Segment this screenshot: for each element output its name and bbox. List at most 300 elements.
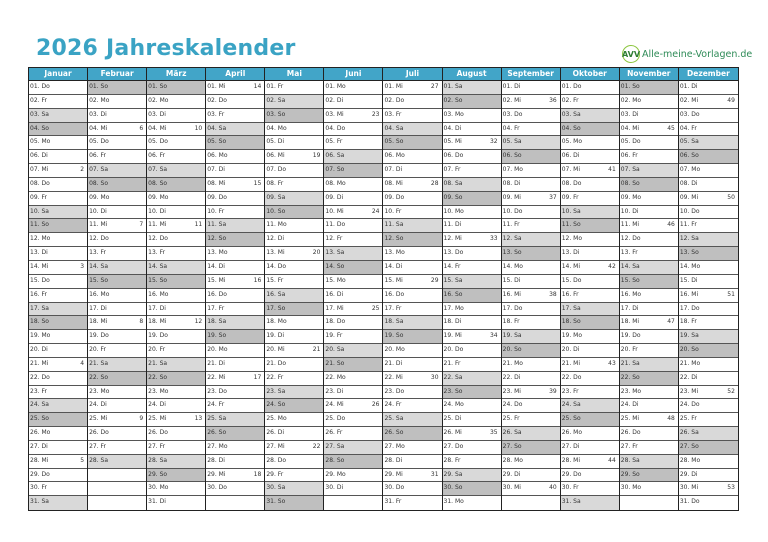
day-label: 31. So — [266, 498, 286, 506]
day-cell — [679, 123, 738, 137]
day-label: 30. Do — [384, 484, 405, 492]
day-label: 11. Fr — [679, 221, 697, 229]
day-cell — [502, 330, 560, 344]
day-label: 26. Do — [148, 429, 168, 437]
day-label: 10. Sa — [30, 207, 49, 215]
day-cell — [502, 81, 560, 95]
day-cell — [383, 289, 441, 303]
day-label: 22. Do — [30, 373, 50, 381]
day-label: 27. Fr — [620, 442, 638, 450]
day-cell — [443, 427, 501, 441]
day-cell — [679, 136, 738, 150]
day-label: 13. Mo — [207, 249, 228, 257]
day-label: 15. Mo — [325, 276, 346, 284]
day-label: 04. So — [561, 124, 581, 132]
day-label: 23. Di — [325, 387, 344, 395]
day-label: 31. Sa — [561, 498, 581, 506]
day-label: 16. Mo — [620, 290, 642, 298]
day-label: 06. Mo — [207, 152, 228, 160]
day-cell — [502, 109, 560, 123]
day-cell — [265, 275, 323, 289]
day-label: 21. Di — [207, 359, 225, 367]
day-cell — [265, 441, 323, 455]
day-label: 30. Mi — [679, 484, 699, 492]
day-label: 25. Do — [325, 415, 346, 423]
day-label: 05. So — [384, 138, 404, 146]
day-cell — [620, 150, 678, 164]
day-cell — [265, 427, 323, 441]
day-label: 19. Do — [148, 332, 168, 340]
day-cell — [443, 496, 501, 510]
day-cell — [620, 316, 678, 330]
day-label: 02. So — [443, 96, 463, 104]
day-cell — [324, 81, 382, 95]
day-label: 02. Mo — [89, 96, 110, 104]
day-label: 06. Mi — [266, 152, 285, 160]
day-cell — [88, 344, 146, 358]
day-label: 24. Do — [679, 401, 700, 409]
day-cell — [561, 136, 619, 150]
week-number: 4 — [80, 359, 85, 367]
day-label: 08. Do — [561, 179, 582, 187]
day-cell — [88, 358, 146, 372]
day-cell — [206, 482, 264, 496]
day-label: 24. Do — [502, 401, 523, 409]
day-cell — [206, 178, 264, 192]
day-cell — [561, 316, 619, 330]
day-label: 03. Di — [89, 110, 107, 118]
day-cell — [88, 109, 146, 123]
week-number: 3 — [80, 262, 85, 270]
week-number: 39 — [549, 387, 557, 395]
day-label: 28. Sa — [89, 456, 109, 464]
day-label: 12. Sa — [679, 235, 699, 243]
day-cell — [265, 399, 323, 413]
day-label: 22. So — [89, 373, 109, 381]
day-cell — [383, 109, 441, 123]
day-cell — [147, 233, 205, 247]
day-label: 29. Mi — [207, 470, 226, 478]
day-cell — [206, 136, 264, 150]
day-cell — [88, 413, 146, 427]
week-number: 38 — [549, 290, 557, 298]
day-label: 01. Di — [502, 83, 521, 90]
day-label: 26. Do — [620, 429, 641, 437]
empty-day-cell — [324, 496, 382, 510]
day-label: 08. Mi — [207, 179, 226, 187]
day-cell — [147, 441, 205, 455]
day-label: 05. Sa — [679, 138, 699, 146]
day-cell — [324, 372, 382, 386]
day-label: 24. Fr — [207, 401, 225, 409]
day-label: 03. So — [266, 110, 286, 118]
day-cell — [443, 206, 501, 220]
day-label: 23. Sa — [266, 387, 286, 395]
day-cell — [561, 178, 619, 192]
day-label: 16. Do — [207, 290, 227, 298]
day-cell — [147, 261, 205, 275]
day-cell — [324, 178, 382, 192]
day-cell — [502, 469, 560, 483]
day-cell — [324, 95, 382, 109]
day-label: 15. Sa — [443, 276, 463, 284]
day-label: 14. Di — [207, 262, 225, 270]
day-cell — [324, 233, 382, 247]
day-cell — [324, 150, 382, 164]
day-label: 17. Di — [89, 304, 107, 312]
day-label: 08. Do — [30, 179, 50, 187]
day-cell — [88, 206, 146, 220]
day-cell — [88, 150, 146, 164]
day-label: 15. Fr — [266, 276, 284, 284]
week-number: 7 — [139, 221, 144, 229]
day-label: 18. Fr — [502, 318, 520, 326]
day-cell — [265, 233, 323, 247]
week-number: 45 — [667, 124, 675, 132]
day-label: 01. Do — [561, 83, 582, 90]
day-cell — [88, 372, 146, 386]
day-label: 22. Do — [561, 373, 582, 381]
day-label: 29. Do — [30, 470, 50, 478]
day-cell — [206, 358, 264, 372]
day-label: 21. Mo — [502, 359, 523, 367]
day-cell — [443, 81, 501, 95]
day-label: 07. Di — [384, 166, 403, 174]
day-label: 05. Do — [148, 138, 168, 146]
day-label: 29. So — [148, 470, 168, 478]
day-label: 25. Fr — [679, 415, 697, 423]
day-cell — [29, 81, 87, 95]
week-number: 19 — [312, 152, 321, 160]
day-label: 17. Fr — [384, 304, 402, 312]
day-cell — [561, 344, 619, 358]
day-cell — [265, 150, 323, 164]
day-cell — [324, 261, 382, 275]
day-label: 02. Fr — [561, 96, 579, 104]
day-cell — [502, 441, 560, 455]
day-cell — [88, 95, 146, 109]
day-cell — [620, 206, 678, 220]
day-label: 01. Di — [679, 83, 698, 90]
empty-day-cell — [502, 496, 560, 510]
day-label: 28. Di — [384, 456, 403, 464]
day-cell — [88, 123, 146, 137]
day-label: 07. Do — [266, 166, 287, 174]
day-cell — [502, 219, 560, 233]
week-number: 13 — [194, 415, 203, 423]
day-cell — [620, 261, 678, 275]
day-label: 03. Mo — [443, 110, 464, 118]
day-cell — [620, 247, 678, 261]
day-cell — [324, 109, 382, 123]
day-cell — [561, 261, 619, 275]
day-cell — [265, 123, 323, 137]
day-cell — [88, 178, 146, 192]
day-cell — [679, 247, 738, 261]
day-cell — [29, 150, 87, 164]
week-number: 49 — [727, 96, 735, 104]
day-label: 12. Do — [89, 235, 109, 243]
day-label: 26. Mo — [30, 429, 51, 437]
day-label: 27. Di — [561, 442, 580, 450]
day-label: 14. Sa — [620, 262, 640, 270]
day-label: 06. Do — [443, 152, 464, 160]
day-cell — [679, 261, 738, 275]
day-label: 28. Mo — [502, 456, 523, 464]
day-label: 26. So — [207, 429, 227, 437]
day-cell — [147, 469, 205, 483]
day-label: 21. Sa — [89, 359, 109, 367]
day-label: 26. Sa — [502, 429, 522, 437]
day-cell — [443, 109, 501, 123]
day-cell — [679, 427, 738, 441]
day-label: 02. Do — [384, 96, 405, 104]
day-cell — [324, 413, 382, 427]
day-label: 10. Sa — [561, 207, 581, 215]
day-label: 13. So — [679, 249, 699, 257]
day-label: 20. Do — [443, 346, 464, 354]
day-cell — [265, 413, 323, 427]
day-label: 19. Sa — [502, 332, 522, 340]
day-label: 06. Mo — [384, 152, 405, 160]
day-cell — [443, 372, 501, 386]
day-cell — [206, 344, 264, 358]
day-label: 29. Mi — [384, 470, 403, 478]
day-label: 03. Sa — [30, 110, 49, 118]
day-cell — [88, 455, 146, 469]
day-cell — [265, 289, 323, 303]
day-cell — [147, 455, 205, 469]
day-cell — [88, 261, 146, 275]
day-cell — [147, 150, 205, 164]
day-cell — [561, 81, 619, 95]
day-label: 13. Fr — [89, 249, 107, 257]
day-cell — [679, 150, 738, 164]
day-cell — [147, 109, 205, 123]
empty-day-cell — [88, 469, 146, 483]
month-header: Juni — [324, 68, 382, 81]
day-label: 22. Di — [679, 373, 698, 381]
day-cell — [324, 192, 382, 206]
day-cell — [620, 219, 678, 233]
day-label: 18. Sa — [384, 318, 404, 326]
day-cell — [383, 496, 441, 510]
day-cell — [206, 150, 264, 164]
day-label: 11. Do — [325, 221, 346, 229]
day-cell — [265, 358, 323, 372]
week-number: 20 — [312, 249, 321, 257]
day-label: 11. Fr — [502, 221, 520, 229]
day-cell — [206, 289, 264, 303]
day-label: 04. So — [30, 124, 49, 132]
day-cell — [561, 330, 619, 344]
day-cell — [620, 372, 678, 386]
day-cell — [502, 261, 560, 275]
day-label: 07. Mo — [502, 166, 523, 174]
day-cell — [206, 219, 264, 233]
day-label: 31. Mo — [443, 498, 464, 506]
day-label: 09. So — [443, 193, 463, 201]
day-label: 16. Mo — [148, 290, 169, 298]
day-cell — [265, 206, 323, 220]
week-number: 27 — [430, 83, 439, 90]
day-label: 09. Mo — [89, 193, 110, 201]
day-label: 29. Di — [502, 470, 521, 478]
day-label: 25. Mi — [620, 415, 640, 423]
day-cell — [265, 496, 323, 510]
day-cell — [206, 386, 264, 400]
day-label: 28. Mo — [679, 456, 701, 464]
day-label: 01. So — [89, 83, 109, 90]
day-label: 15. Di — [679, 276, 698, 284]
day-label: 13. Mo — [384, 249, 405, 257]
month-header: November — [620, 68, 678, 81]
day-label: 16. Sa — [266, 290, 286, 298]
day-cell — [679, 358, 738, 372]
day-label: 27. So — [679, 442, 699, 450]
day-label: 23. Do — [207, 387, 227, 395]
week-number: 9 — [139, 415, 144, 423]
day-cell — [29, 192, 87, 206]
day-cell — [265, 81, 323, 95]
day-label: 03. Do — [679, 110, 700, 118]
day-cell — [679, 455, 738, 469]
day-cell — [206, 455, 264, 469]
month-header: Mai — [265, 68, 323, 81]
day-label: 20. Di — [30, 346, 48, 354]
day-cell — [324, 399, 382, 413]
week-number: 25 — [371, 304, 380, 312]
day-label: 29. Fr — [266, 470, 284, 478]
day-label: 09. Di — [325, 193, 344, 201]
day-cell — [206, 233, 264, 247]
day-label: 22. Mo — [325, 373, 346, 381]
day-cell — [29, 219, 87, 233]
day-cell — [383, 469, 441, 483]
day-cell — [502, 427, 560, 441]
day-cell — [265, 109, 323, 123]
day-cell — [265, 344, 323, 358]
day-label: 23. Fr — [561, 387, 579, 395]
day-label: 14. Do — [266, 262, 287, 270]
day-label: 03. Di — [148, 110, 166, 118]
day-label: 20. Mi — [266, 346, 285, 354]
day-label: 29. Di — [679, 470, 698, 478]
day-label: 01. Mi — [207, 83, 226, 90]
day-label: 06. Di — [561, 152, 580, 160]
day-label: 19. Di — [266, 332, 285, 340]
day-cell — [679, 386, 738, 400]
day-label: 21. So — [325, 359, 345, 367]
week-number: 5 — [80, 456, 85, 464]
day-cell — [679, 372, 738, 386]
week-number: 18 — [253, 470, 262, 478]
day-cell — [679, 233, 738, 247]
day-label: 18. Mo — [266, 318, 287, 326]
day-cell — [502, 233, 560, 247]
day-label: 26. Di — [266, 429, 285, 437]
day-cell — [29, 206, 87, 220]
day-cell — [29, 316, 87, 330]
day-cell — [383, 441, 441, 455]
day-label: 25. So — [561, 415, 581, 423]
week-number: 12 — [194, 318, 203, 326]
day-label: 27. So — [502, 442, 522, 450]
day-cell — [265, 303, 323, 317]
day-label: 18. So — [30, 318, 49, 326]
day-cell — [88, 330, 146, 344]
day-cell — [29, 289, 87, 303]
day-cell — [324, 136, 382, 150]
day-cell — [324, 247, 382, 261]
day-label: 11. Mi — [148, 221, 167, 229]
day-cell — [147, 372, 205, 386]
day-cell — [88, 316, 146, 330]
day-label: 18. Mi — [148, 318, 167, 326]
day-label: 15. So — [89, 276, 109, 284]
week-number: 44 — [608, 456, 616, 464]
day-label: 29. So — [620, 470, 640, 478]
day-label: 14. Mi — [561, 262, 580, 270]
day-cell — [383, 399, 441, 413]
day-cell — [443, 413, 501, 427]
day-cell — [147, 289, 205, 303]
day-cell — [443, 455, 501, 469]
day-label: 12. Mi — [443, 235, 462, 243]
day-label: 16. Fr — [561, 290, 579, 298]
day-cell — [561, 123, 619, 137]
day-cell — [502, 303, 560, 317]
day-label: 19. So — [207, 332, 227, 340]
day-cell — [29, 496, 87, 510]
day-label: 04. Mi — [620, 124, 640, 132]
day-label: 19. Mo — [30, 332, 51, 340]
day-cell — [502, 344, 560, 358]
day-cell — [620, 81, 678, 95]
day-label: 25. Mi — [89, 415, 108, 423]
day-cell — [29, 164, 87, 178]
day-cell — [502, 150, 560, 164]
day-label: 01. Mo — [325, 83, 346, 90]
day-cell — [443, 261, 501, 275]
day-cell — [502, 289, 560, 303]
day-cell — [88, 441, 146, 455]
day-label: 26. Mo — [561, 429, 582, 437]
day-cell — [383, 261, 441, 275]
week-number: 53 — [727, 484, 735, 492]
month-header: Dezember — [679, 68, 738, 81]
day-cell — [88, 303, 146, 317]
day-label: 18. Do — [325, 318, 346, 326]
day-label: 05. Mo — [561, 138, 582, 146]
month-column — [620, 68, 679, 510]
day-cell — [443, 482, 501, 496]
day-label: 08. Sa — [443, 179, 463, 187]
day-cell — [383, 413, 441, 427]
day-label: 08. Mo — [325, 179, 346, 187]
empty-day-cell — [88, 482, 146, 496]
day-label: 30. Di — [325, 484, 344, 492]
day-label: 02. Mi — [502, 96, 521, 104]
day-cell — [502, 386, 560, 400]
day-cell — [561, 219, 619, 233]
day-cell — [561, 275, 619, 289]
week-number: 14 — [253, 83, 262, 90]
day-cell — [620, 413, 678, 427]
month-header: Januar — [29, 68, 87, 81]
day-label: 28. Do — [266, 456, 287, 464]
day-label: 09. Mo — [148, 193, 169, 201]
